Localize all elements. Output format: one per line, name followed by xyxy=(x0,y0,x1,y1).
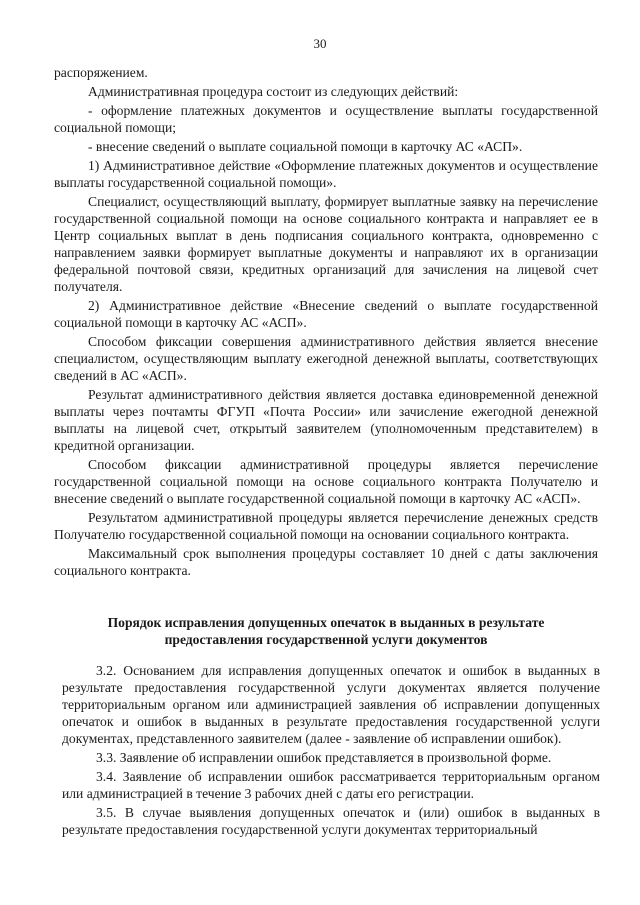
paragraph: Результат административного действия является доставка единовременной денежной выплаты через почтамты ФГУП «Почта России» или зачисление ежегодной денежной выплаты на лицевой счет, открытый заявителем (уполномоченным представителем) в кредитной организации. xyxy=(54,387,598,453)
paragraph: 3.5. В случае выявления допущенных опечаток и (или) ошибок в выданных в результате предоставления государственной услуги документах территориальный xyxy=(62,805,600,837)
paragraph: 3.2. Основанием для исправления допущенных опечаток и ошибок в выданных в результате предоставления государственной услуги документах является получение территориальным органом или администрацией заявления об исправлении допущенных опечаток и ошибок в выданных в результате предоставления государственной услуги документах, представленного заявителем (далее - заявление об исправлении ошибок). xyxy=(62,663,600,746)
paragraph: 1) Административное действие «Оформление платежных документов и осуществление выплаты государственной социальной помощи». xyxy=(54,158,598,190)
paragraph: Способом фиксации совершения административного действия является внесение специалистом, осуществляющим выплату ежегодной денежной выплаты, соответствующих сведений в АС «АСП». xyxy=(54,334,598,383)
section-heading xyxy=(54,614,598,648)
section-b-body xyxy=(62,662,600,840)
section-heading-line: Порядок исправления допущенных опечаток в выданных в результате xyxy=(107,615,545,630)
paragraph: - внесение сведений о выплате социальной помощи в карточку АС «АСП». xyxy=(88,139,523,154)
paragraph: - оформление платежных документов и осуществление выплаты государственной социальной помощи; xyxy=(54,103,598,135)
paragraph: распоряжением. xyxy=(54,65,148,80)
paragraph: Административная процедура состоит из следующих действий: xyxy=(88,84,459,99)
paragraph: 3.4. Заявление об исправлении ошибок рассматривается территориальным органом или администрацией в течение 3 рабочих дней с даты его регистрации. xyxy=(62,769,600,801)
paragraph: Результатом административной процедуры является перечисление денежных средств Получателю государственной социальной помощи на основании социального контракта. xyxy=(54,510,598,542)
paragraph: 3.3. Заявление об исправлении ошибок представляется в произвольной форме. xyxy=(96,750,552,765)
section-heading-line: предоставления государственной услуги документов xyxy=(164,632,488,647)
paragraph: Способом фиксации административной процедуры является перечисление государственной социальной помощи на основе социального контракта Получателю и внесение сведений о выплате государственной социальной помощи в карточку АС «АСП». xyxy=(54,457,598,506)
paragraph: Специалист, осуществляющий выплату, формирует выплатные заявку на перечисление государственной социальной помощи на основе социального контракта и направляет ее в Центр социальных выплат в день подписания социального контракта, одновременно с направлением заявки формирует выплатные документы и направляют их в организации федеральной почтовой связи, кредитных организаций для зачисления на лицевой счет получателя. xyxy=(54,194,598,294)
section-a-body xyxy=(54,64,598,581)
paragraph: Максимальный срок выполнения процедуры составляет 10 дней с даты заключения социального контракта. xyxy=(54,546,598,578)
paragraph: 2) Административное действие «Внесение сведений о выплате государственной социальной помощи в карточку АС «АСП». xyxy=(54,298,598,330)
page-number: 30 xyxy=(313,36,327,51)
